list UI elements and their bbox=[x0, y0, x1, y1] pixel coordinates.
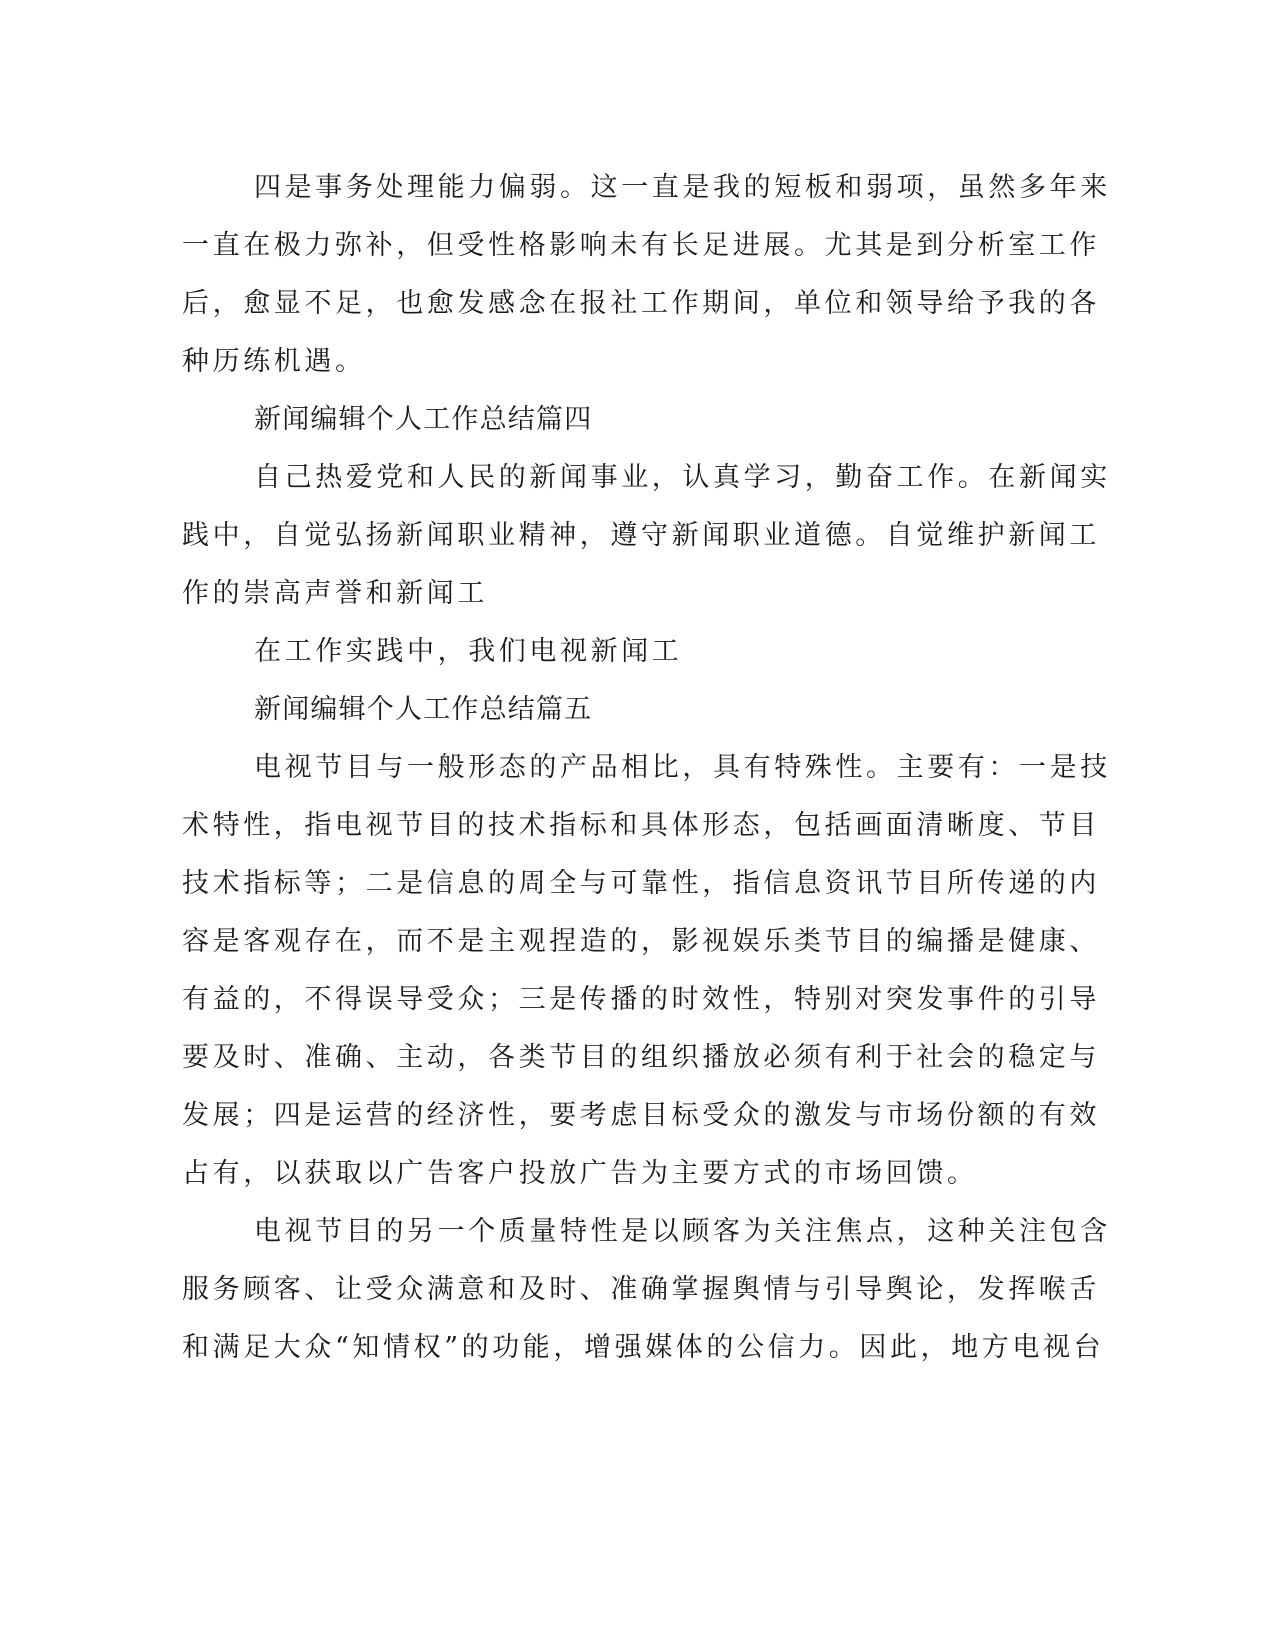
paragraph-line: 和满足大众“知情权”的功能，增强媒体的公信力。因此，地方电视台 bbox=[182, 1332, 1105, 1363]
paragraph-line: 发展；四是运营的经济性，要考虑目标受众的激发与市场份额的有效 bbox=[182, 1100, 1100, 1131]
paragraph-line: 在工作实践中，我们电视新闻工 bbox=[254, 636, 683, 667]
paragraph-line: 有益的，不得误导受众；三是传播的时效性，特别对突发事件的引导 bbox=[182, 984, 1100, 1015]
paragraph-line: 技术指标等；二是信息的周全与可靠性，指信息资讯节目所传递的内 bbox=[182, 868, 1100, 899]
paragraph-line: 践中，自觉弘扬新闻职业精神，遵守新闻职业道德。自觉维护新闻工 bbox=[182, 520, 1100, 551]
paragraph-line: 服务顾客、让受众满意和及时、准确掌握舆情与引导舆论，发挥喉舌 bbox=[182, 1274, 1100, 1305]
paragraph-line: 后，愈显不足，也愈发感念在报社工作期间，单位和领导给予我的各 bbox=[182, 288, 1100, 319]
paragraph-line: 术特性，指电视节目的技术指标和具体形态，包括画面清晰度、节目 bbox=[182, 810, 1100, 841]
section-heading: 新闻编辑个人工作总结篇五 bbox=[254, 694, 593, 725]
section-heading: 新闻编辑个人工作总结篇四 bbox=[254, 404, 593, 435]
paragraph-line: 四是事务处理能力偏弱。这一直是我的短板和弱项，虽然多年来 bbox=[254, 172, 1111, 203]
paragraph-line: 一直在极力弥补，但受性格影响未有长足进展。尤其是到分析室工作 bbox=[182, 230, 1100, 261]
paragraph-line: 占有，以获取以广告客户投放广告为主要方式的市场回馈。 bbox=[182, 1158, 978, 1189]
paragraph-line: 自己热爱党和人民的新闻事业，认真学习，勤奋工作。在新闻实 bbox=[254, 462, 1111, 493]
paragraph-line: 作的崇高声誉和新闻工 bbox=[182, 578, 488, 609]
paragraph-line: 容是客观存在，而不是主观捏造的，影视娱乐类节目的编播是健康、 bbox=[182, 926, 1100, 957]
paragraph-line: 电视节目的另一个质量特性是以顾客为关注焦点，这种关注包含 bbox=[254, 1216, 1111, 1247]
paragraph-line: 种历练机遇。 bbox=[182, 346, 366, 377]
document-page bbox=[182, 150, 1111, 1590]
paragraph-line: 电视节目与一般形态的产品相比，具有特殊性。主要有：一是技 bbox=[254, 752, 1111, 783]
paragraph-line: 要及时、准确、主动，各类节目的组织播放必须有利于社会的稳定与 bbox=[182, 1042, 1100, 1073]
